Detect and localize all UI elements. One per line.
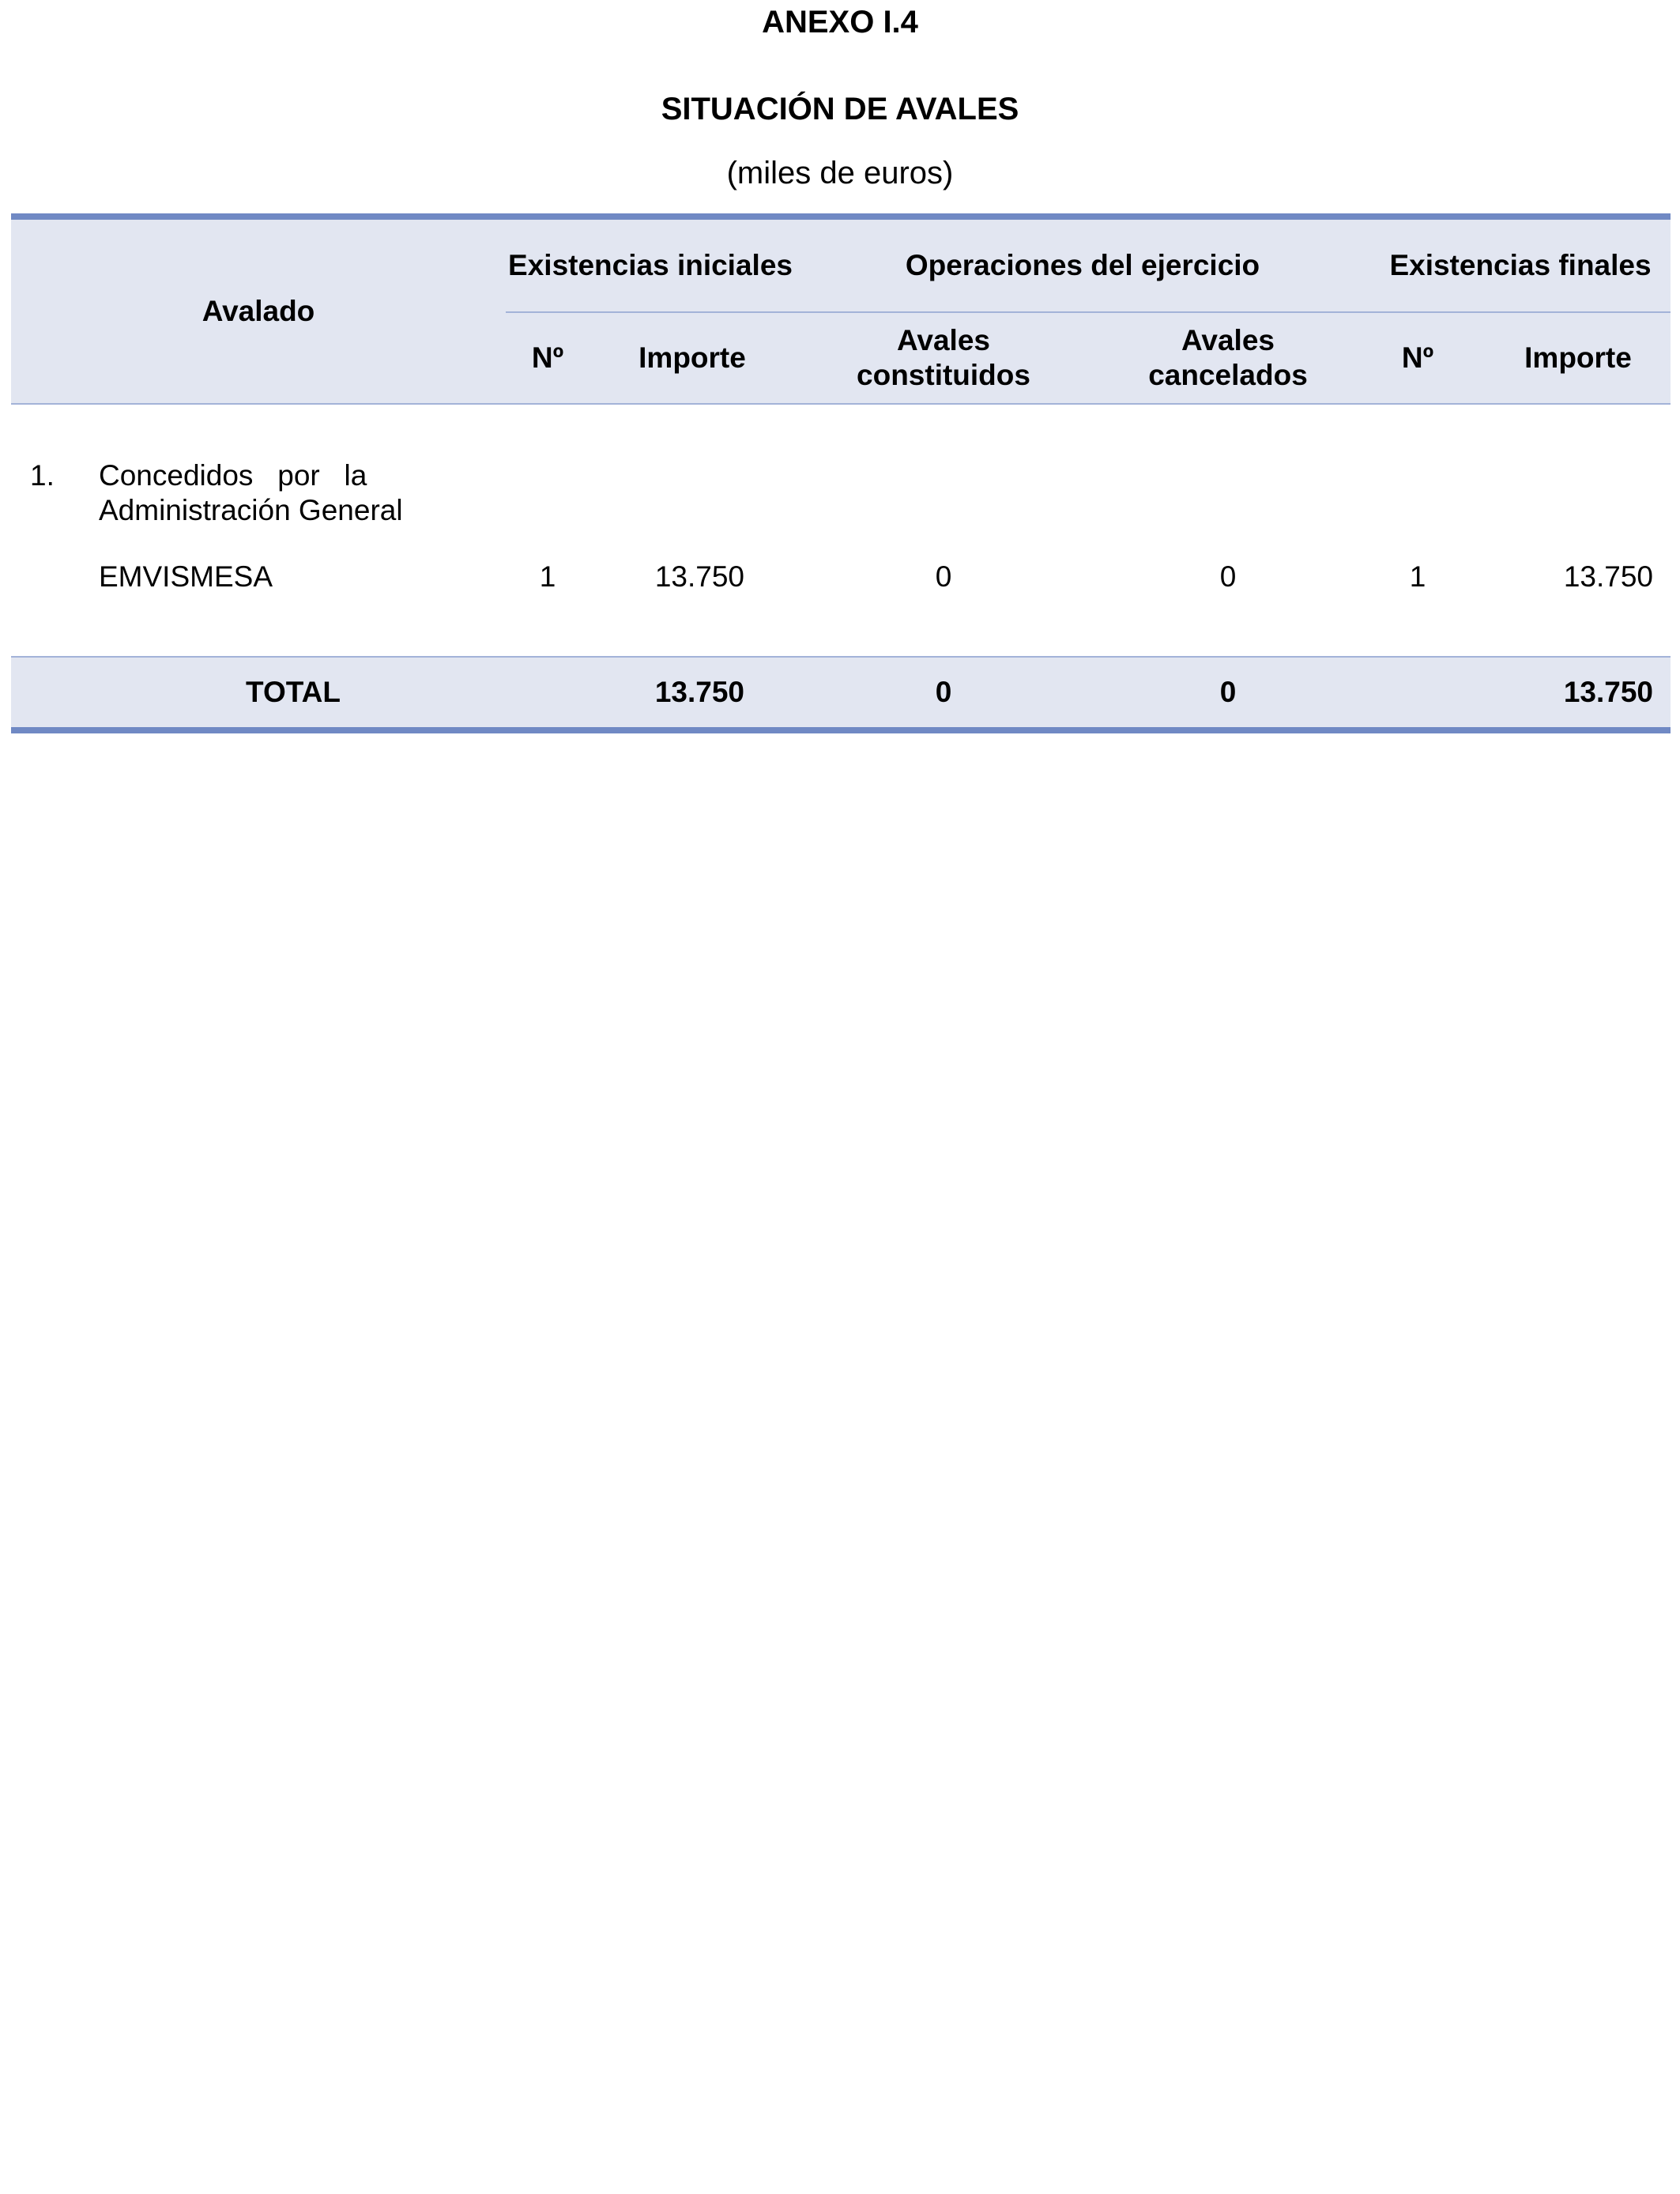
total-avales-constituidos: 0 [935, 676, 952, 708]
page-title: SITUACIÓN DE AVALES [661, 92, 1019, 126]
section-label-line1: Concedidos por la [99, 459, 367, 492]
header-bottom-rule [11, 403, 1671, 405]
col-header-operaciones: Operaciones del ejercicio [905, 249, 1260, 281]
section-label-line2: Administración General [99, 494, 403, 526]
col-header-n-iniciales: Nº [531, 341, 564, 374]
total-avales-cancelados: 0 [1219, 676, 1237, 708]
row-n-iniciales: 1 [539, 560, 556, 593]
section-number: 1. [30, 459, 55, 492]
col-header-avalado: Avalado [202, 295, 315, 327]
row-importe-iniciales: 13.750 [654, 560, 744, 593]
row-avalado: EMVISMESA [99, 560, 273, 593]
annex-title: ANEXO I.4 [762, 5, 918, 40]
table-top-rule [11, 213, 1671, 220]
row-n-finales: 1 [1409, 560, 1426, 593]
total-importe-finales: 13.750 [1563, 676, 1653, 708]
row-avales-cancelados: 0 [1219, 560, 1237, 593]
guarantees-table [11, 213, 1671, 733]
col-header-importe-iniciales: Importe [638, 341, 746, 374]
table-bottom-rule [11, 727, 1671, 733]
total-importe-iniciales: 13.750 [654, 676, 744, 708]
row-importe-finales: 13.750 [1563, 560, 1653, 593]
col-header-existencias-finales: Existencias finales [1389, 249, 1652, 281]
col-header-importe-finales: Importe [1524, 341, 1632, 374]
col-header-existencias-iniciales: Existencias iniciales [508, 249, 793, 281]
total-label: TOTAL [246, 676, 341, 708]
col-header-avales-cancelados: Avales cancelados [1148, 324, 1308, 391]
row-avales-constituidos: 0 [935, 560, 952, 593]
col-header-n-finales: Nº [1401, 341, 1434, 374]
unit-subtitle: (miles de euros) [726, 156, 954, 190]
col-header-avales-constituidos: Avales constituidos [857, 324, 1030, 391]
